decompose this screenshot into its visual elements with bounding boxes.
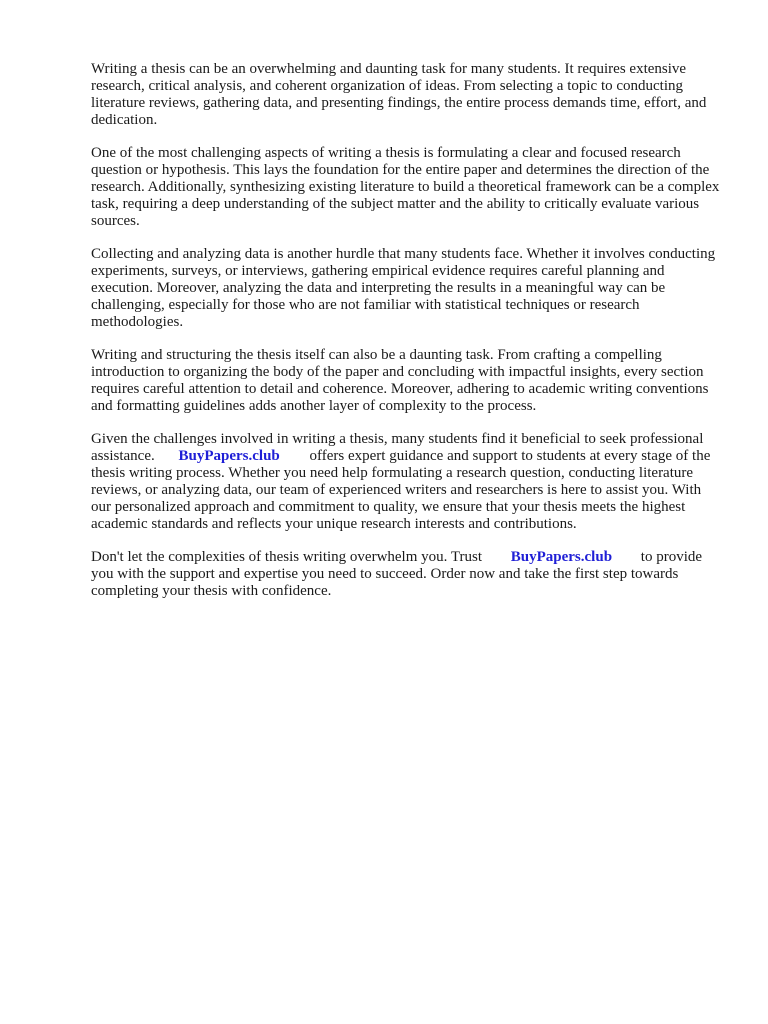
paragraph-cta-text-before: Don't let the complexities of thesis writing overwhelm you. Trust (91, 549, 483, 565)
paragraph-assistance (91, 431, 721, 533)
paragraph-data-collection: Collecting and analyzing data is another hurdle that many students face. Whether it involves conducting experiments, surveys, or interviews, gathering empirical evidence requires careful planning and execution. Moreover, analyzing the data and interpreting the results in a meaningful way can be challenging, especially for those who are not familiar with statistical techniques or research methodologies. (91, 246, 716, 330)
paragraph-structuring: Writing and structuring the thesis itself can also be a daunting task. From crafting a compelling introduction to organizing the body of the paper and concluding with impactful insights, every section requires careful attention to detail and coherence. Moreover, adhering to academic writing conventions and formatting guidelines adds another layer of complexity to the process. (91, 347, 709, 414)
buypapers-link[interactable]: BuyPapers.club (178, 448, 280, 464)
paragraph-cta-text-after: to provide you with the support and expertise you need to succeed. Order now and take the first step towards completing your thesis with confidence. (91, 549, 703, 599)
document-body (91, 61, 721, 616)
paragraph-research-question: One of the most challenging aspects of writing a thesis is formulating a clear and focused research question or hypothesis. This lays the foundation for the entire paper and determines the direction of the research. Additionally, synthesizing existing literature to build a theoretical framework can be a complex task, requiring a deep understanding of the subject matter and the ability to critically evaluate various sources. (91, 145, 720, 229)
buypapers-trust-link[interactable]: BuyPapers.club (510, 549, 613, 565)
paragraph-assistance-text-before: Given the challenges involved in writing a thesis, many students find it beneficial to seek professional assistance. (91, 431, 704, 464)
paragraph-assistance-text-after: offers expert guidance and support to students at every stage of the thesis writing process. Whether you need help formulating a research question, conducting literature reviews, or analyzing data, our team of experienced writers and researchers is here to assist you. With our personalized approach and commitment to quality, we ensure that your thesis meets the highest academic standards and reflects your unique research interests and contributions. (91, 448, 711, 532)
paragraph-call-to-action (91, 549, 721, 600)
paragraph-intro: Writing a thesis can be an overwhelming and daunting task for many students. It requires extensive research, critical analysis, and coherent organization of ideas. From selecting a topic to conducting literature reviews, gathering data, and presenting findings, the entire process demands time, effort, and dedication. (91, 61, 707, 128)
